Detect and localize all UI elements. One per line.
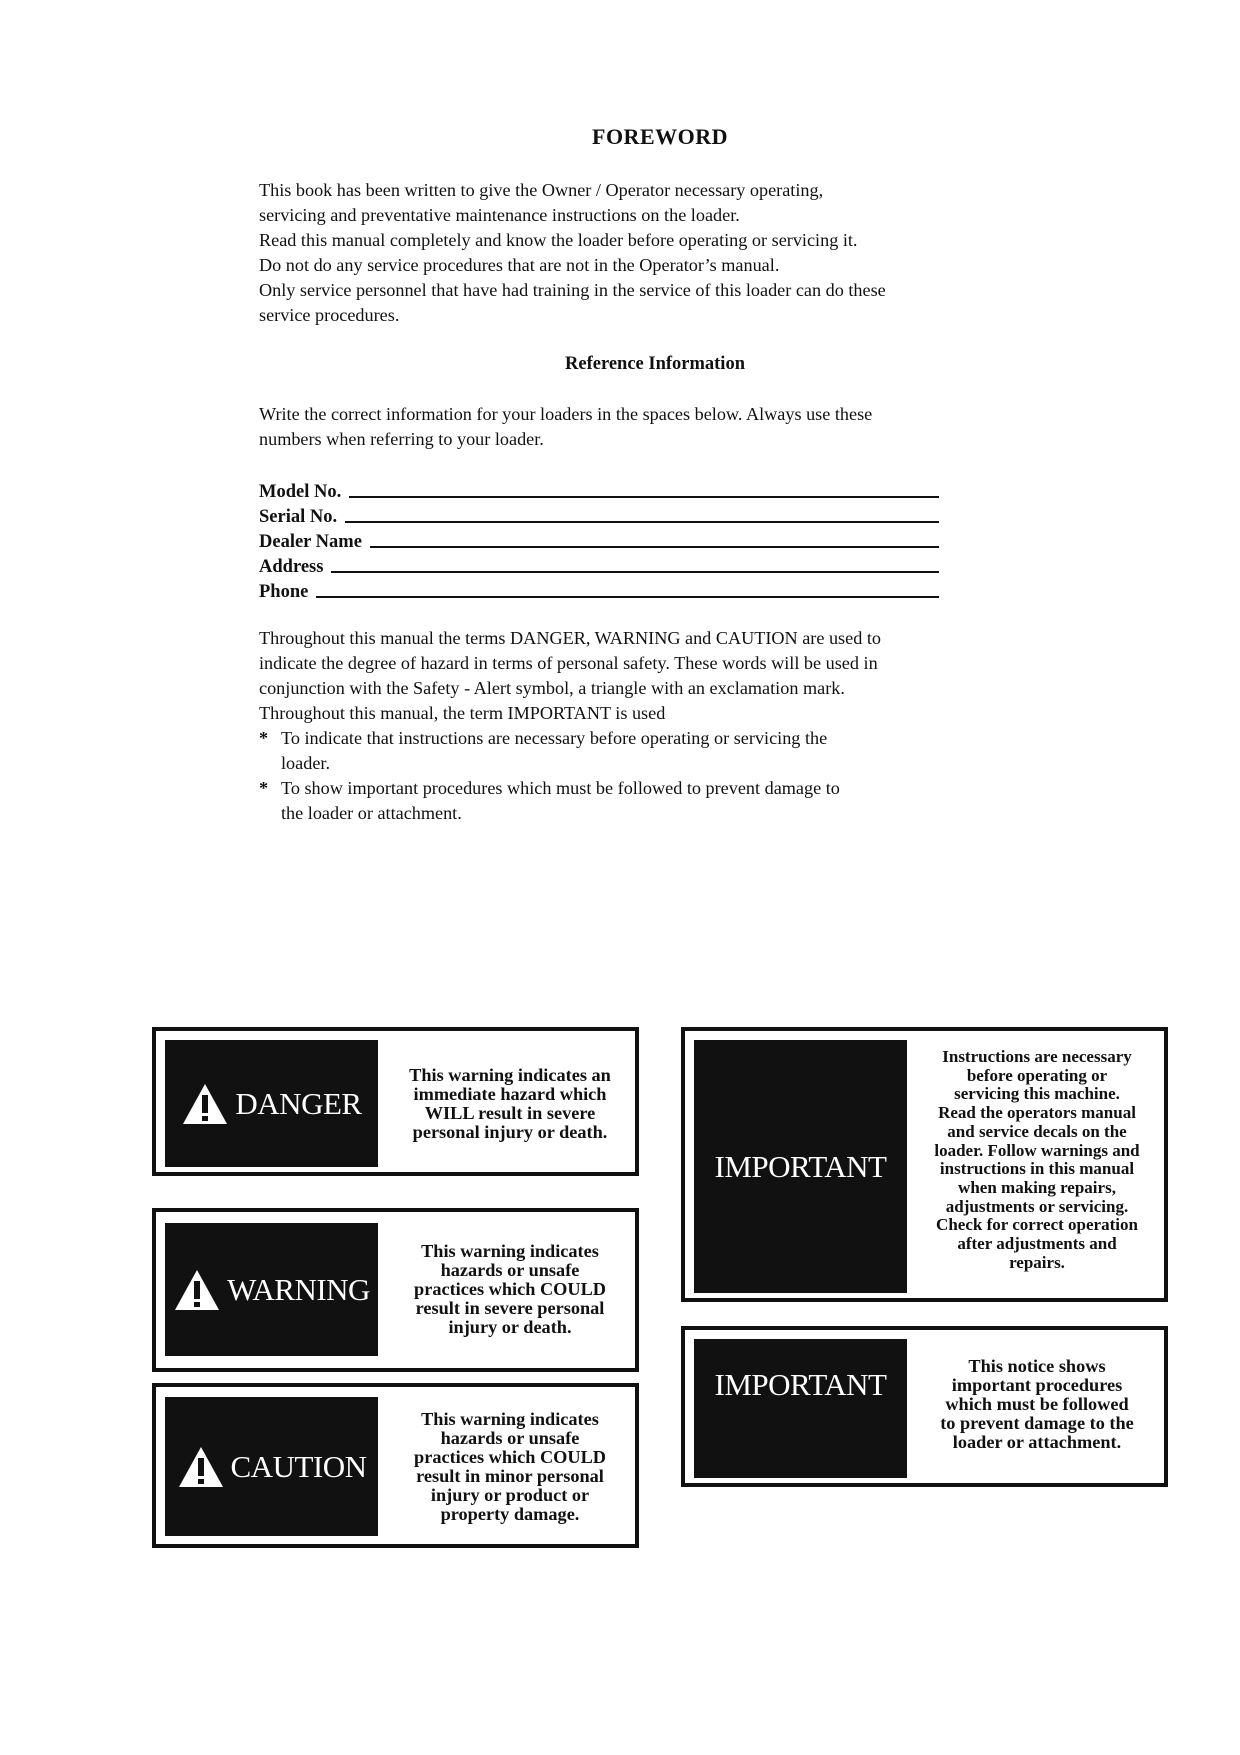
reference-paragraph bbox=[259, 402, 1019, 452]
sign-line: which must be followed bbox=[945, 1394, 1129, 1414]
sign-line: Read the operators manual bbox=[938, 1103, 1136, 1123]
sign-line: result in minor personal bbox=[416, 1465, 604, 1486]
reference-line: numbers when referring to your loader. bbox=[259, 429, 544, 449]
bullet-line: To show important procedures which must be followed to prevent damage to bbox=[281, 778, 840, 798]
sign-line: practices which COULD bbox=[414, 1446, 606, 1467]
sign-line: hazards or unsafe bbox=[440, 1427, 580, 1448]
alert-triangle-icon bbox=[181, 1082, 229, 1126]
sign-line: injury or product or bbox=[430, 1484, 590, 1505]
important-panel bbox=[694, 1339, 907, 1478]
caution-panel bbox=[165, 1397, 378, 1536]
serial-no-field[interactable] bbox=[345, 521, 939, 523]
caution-description bbox=[392, 1397, 628, 1536]
intro-line: Only service personnel that have had training in the service of this loader can do these bbox=[259, 280, 886, 300]
sign-line: property damage. bbox=[440, 1503, 580, 1524]
sign-line: This warning indicates bbox=[421, 1241, 599, 1261]
sign-line: immediate hazard which bbox=[413, 1083, 607, 1104]
sign-line: Check for correct operation bbox=[936, 1215, 1138, 1235]
alert-triangle-icon bbox=[177, 1445, 225, 1489]
dealer-name-row bbox=[259, 528, 939, 553]
sign-line: loader. Follow warnings and bbox=[934, 1140, 1140, 1160]
reference-heading: Reference Information bbox=[565, 354, 745, 374]
warning-sign bbox=[152, 1208, 639, 1372]
sign-line: hazards or unsafe bbox=[440, 1260, 580, 1280]
danger-panel bbox=[165, 1040, 378, 1167]
sign-line: This notice shows bbox=[968, 1356, 1106, 1376]
bullet-item bbox=[259, 726, 1019, 776]
danger-description bbox=[392, 1040, 628, 1167]
sign-line: when making repairs, bbox=[958, 1177, 1116, 1197]
sign-line: and service decals on the bbox=[947, 1121, 1127, 1141]
page-title: FOREWORD bbox=[592, 124, 728, 149]
terms-line: Throughout this manual the terms DANGER, WARNING and CAUTION are used to bbox=[259, 628, 881, 648]
sign-line: to prevent damage to the bbox=[940, 1413, 1134, 1433]
important-sign-1 bbox=[681, 1027, 1168, 1302]
intro-line: Read this manual completely and know the loader before operating or servicing it. bbox=[259, 230, 858, 250]
intro-paragraph bbox=[259, 178, 1019, 328]
field-label: Model No. bbox=[259, 482, 342, 502]
reference-line: Write the correct information for your loaders in the spaces below. Always use these bbox=[259, 404, 873, 424]
phone-field[interactable] bbox=[316, 596, 939, 598]
sign-line: servicing this machine. bbox=[954, 1084, 1120, 1104]
sign-line: result in severe personal bbox=[415, 1298, 605, 1318]
danger-sign bbox=[152, 1027, 639, 1176]
field-label: Serial No. bbox=[259, 507, 338, 527]
terms-line: conjunction with the Safety - Alert symbol, a triangle with an exclamation mark. bbox=[259, 678, 845, 698]
warning-description bbox=[392, 1223, 628, 1356]
sign-line: This warning indicates bbox=[421, 1408, 599, 1429]
terms-line: Throughout this manual, the term IMPORTANT is used bbox=[259, 703, 666, 723]
reference-form bbox=[259, 478, 939, 603]
model-no-row bbox=[259, 478, 939, 503]
sign-line: important procedures bbox=[951, 1375, 1123, 1395]
field-label: Phone bbox=[259, 582, 309, 602]
important-description bbox=[913, 1339, 1161, 1496]
alert-triangle-icon bbox=[173, 1268, 221, 1312]
important-signal-word: IMPORTANT bbox=[714, 1148, 887, 1184]
sign-line: personal injury or death. bbox=[412, 1121, 608, 1142]
bullet-marker: * bbox=[259, 728, 269, 748]
important-description bbox=[913, 1040, 1161, 1284]
bullet-item bbox=[259, 776, 1019, 826]
sign-line: injury or death. bbox=[448, 1317, 572, 1337]
caution-sign bbox=[152, 1383, 639, 1548]
sign-line: Instructions are necessary bbox=[942, 1047, 1132, 1066]
sign-line: before operating or bbox=[966, 1065, 1108, 1085]
important-sign-2 bbox=[681, 1326, 1168, 1487]
sign-line: repairs. bbox=[1009, 1252, 1065, 1272]
address-field[interactable] bbox=[331, 571, 939, 573]
phone-row bbox=[259, 578, 939, 603]
address-row bbox=[259, 553, 939, 578]
terms-paragraph bbox=[259, 626, 1019, 826]
terms-line: indicate the degree of hazard in terms of personal safety. These words will be used in bbox=[259, 653, 878, 673]
sign-line: WILL result in severe bbox=[424, 1102, 596, 1123]
important-signal-word: IMPORTANT bbox=[714, 1366, 887, 1402]
dealer-name-field[interactable] bbox=[370, 546, 939, 548]
bullet-line: the loader or attachment. bbox=[281, 803, 462, 823]
intro-line: Do not do any service procedures that are not in the Operator’s manual. bbox=[259, 255, 780, 275]
sign-line: This warning indicates an bbox=[409, 1064, 611, 1085]
intro-line: service procedures. bbox=[259, 305, 400, 325]
model-no-field[interactable] bbox=[349, 496, 939, 498]
warning-signal-word: WARNING bbox=[227, 1271, 370, 1307]
sign-line: after adjustments and bbox=[957, 1234, 1117, 1254]
danger-signal-word: DANGER bbox=[235, 1085, 362, 1121]
sign-line: adjustments or servicing. bbox=[945, 1196, 1129, 1216]
serial-no-row bbox=[259, 503, 939, 528]
bullet-line: loader. bbox=[281, 753, 330, 773]
bullet-line: To indicate that instructions are necessary before operating or servicing the bbox=[281, 728, 828, 748]
field-label: Dealer Name bbox=[259, 532, 362, 552]
intro-line: This book has been written to give the Owner / Operator necessary operating, bbox=[259, 180, 824, 200]
field-label: Address bbox=[259, 557, 324, 577]
caution-signal-word: CAUTION bbox=[230, 1448, 367, 1484]
sign-line: instructions in this manual bbox=[939, 1159, 1135, 1179]
bullet-marker: * bbox=[259, 778, 269, 798]
sign-line: loader or attachment. bbox=[952, 1432, 1122, 1452]
important-panel bbox=[694, 1040, 907, 1293]
sign-line: practices which COULD bbox=[414, 1279, 606, 1299]
warning-panel bbox=[165, 1223, 378, 1356]
intro-line: servicing and preventative maintenance instructions on the loader. bbox=[259, 205, 740, 225]
